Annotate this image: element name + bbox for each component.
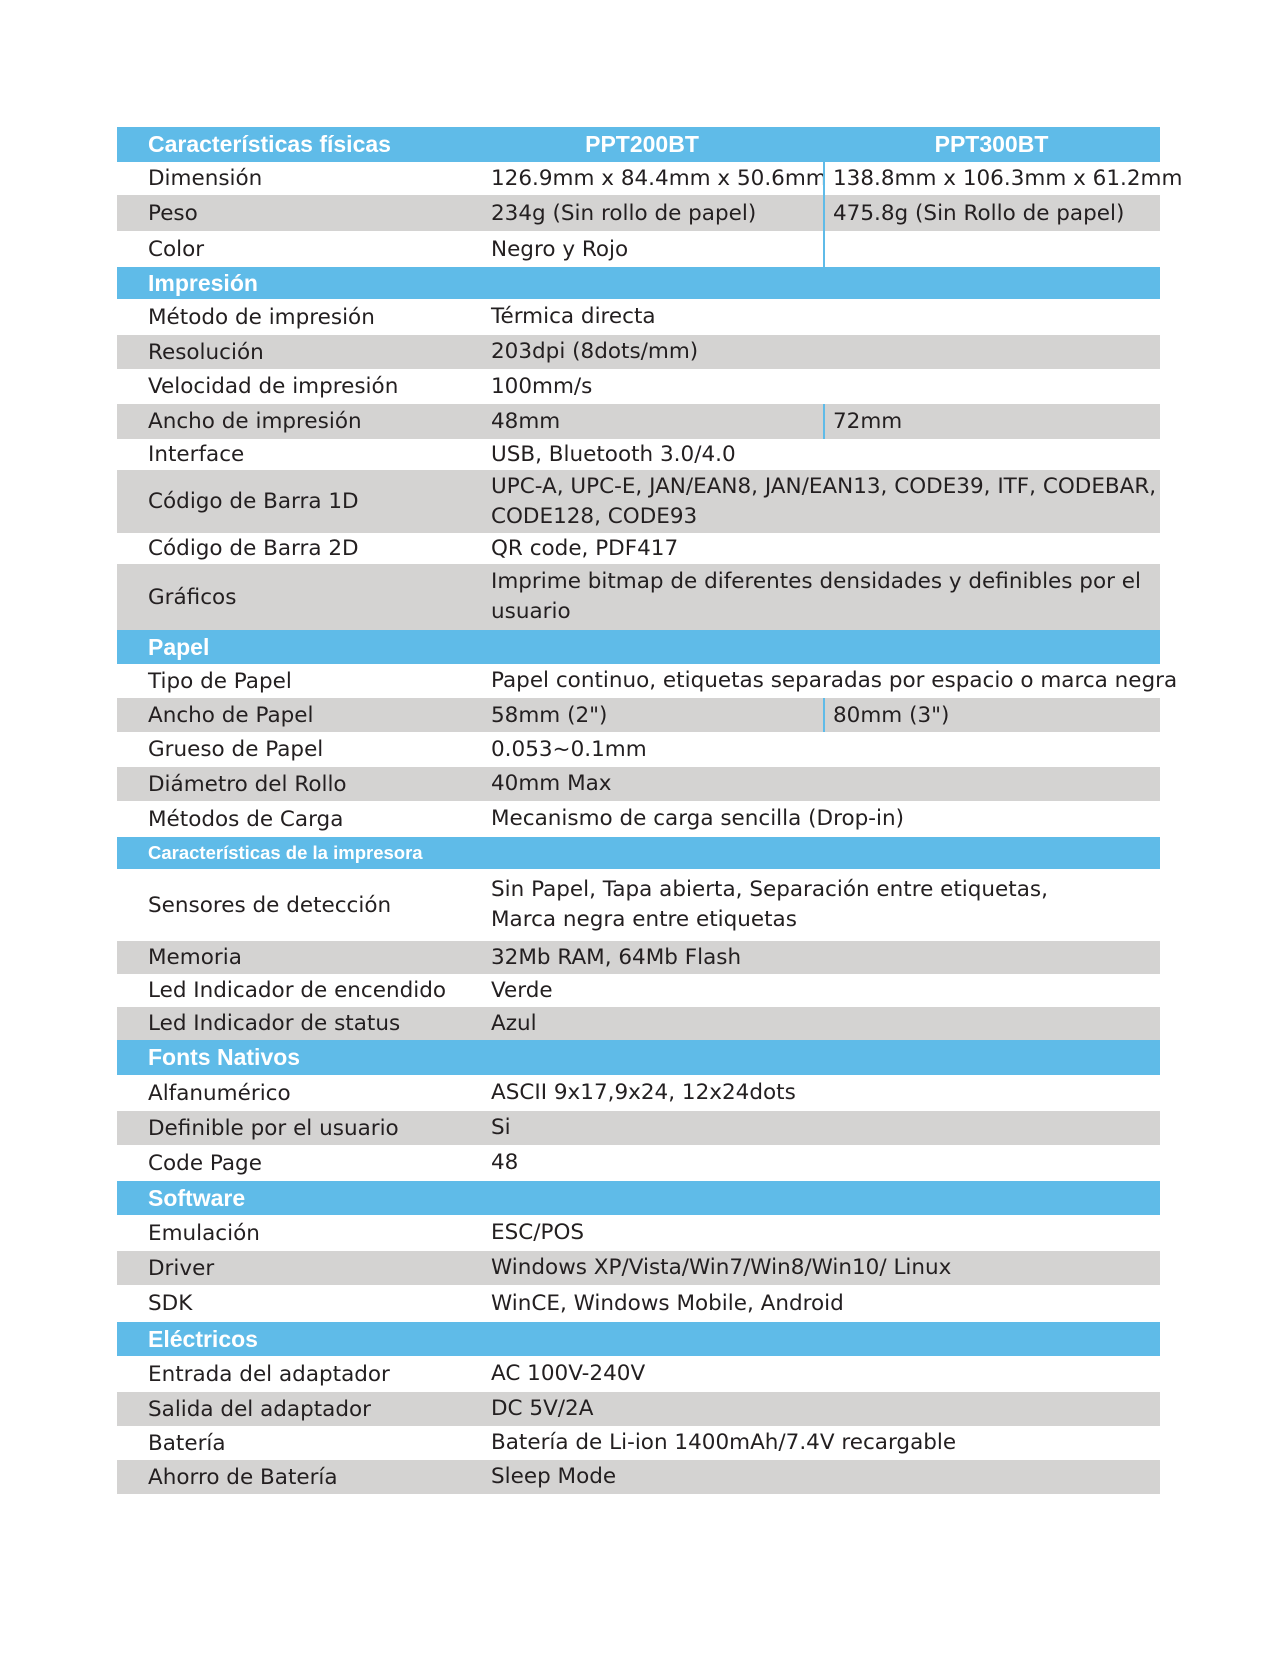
spec-value: UPC-A, UPC-E, JAN/EAN8, JAN/EAN13, CODE39, ITF, CODEBAR, CODE128, CODE93: [491, 473, 1157, 529]
spec-label: Métodos de Carga: [148, 806, 344, 832]
model-ppt300bt: PPT300BT: [934, 131, 1049, 157]
spec-value-ppt200bt: 58mm (2"): [491, 702, 608, 728]
section-header-impresion: [117, 267, 1160, 299]
spec-label: Grueso de Papel: [148, 737, 324, 762]
spec-label: Resolución: [148, 339, 264, 365]
spec-value: Sin Papel, Tapa abierta, Separación entre etiquetas, Marca negra entre etiquetas: [491, 877, 1048, 932]
spec-row: [117, 869, 1160, 941]
spec-row: [117, 1111, 1160, 1145]
section-title: Eléctricos: [148, 1325, 258, 1352]
section-header-impresora: [117, 837, 1160, 869]
spec-row: [117, 439, 1160, 470]
spec-row-color: [117, 231, 1160, 267]
spec-row: [117, 470, 1160, 533]
spec-label: Code Page: [148, 1150, 262, 1176]
spec-row: [117, 1392, 1160, 1426]
spec-value: WinCE, Windows Mobile, Android: [491, 1290, 844, 1316]
spec-value: Mecanismo de carga sencilla (Drop-in): [491, 806, 904, 831]
spec-value: USB, Bluetooth 3.0/4.0: [491, 441, 736, 467]
spec-value: 0.053~0.1mm: [491, 736, 647, 762]
spec-row: [117, 732, 1160, 767]
spec-row-dimension: [117, 162, 1183, 195]
spec-label: Peso: [148, 200, 198, 226]
section-title: Características físicas: [148, 131, 391, 157]
spec-row: [117, 335, 1160, 369]
spec-label: Dimensión: [148, 166, 263, 191]
spec-row: [117, 1460, 1160, 1494]
spec-label: Código de Barra 2D: [148, 536, 359, 561]
spec-row: [117, 974, 1160, 1007]
spec-row: [117, 369, 1160, 404]
spec-value: 203dpi (8dots/mm): [491, 339, 699, 364]
spec-label: Driver: [148, 1255, 215, 1281]
spec-label: Salida del adaptador: [148, 1396, 371, 1422]
spec-row: [117, 767, 1160, 801]
spec-value-ppt200bt: 126.9mm x 84.4mm x 50.6mm: [491, 166, 827, 191]
spec-table: [117, 127, 1183, 1494]
spec-label: Alfanumérico: [148, 1080, 291, 1106]
section-title: Impresión: [148, 269, 258, 296]
spec-label: Velocidad de impresión: [148, 374, 399, 399]
spec-value-ppt300bt: 138.8mm x 106.3mm x 61.2mm: [823, 162, 1160, 195]
spec-label: Tipo de Papel: [148, 668, 292, 694]
spec-row: [117, 1145, 1160, 1181]
spec-row-ancho-impresion: [117, 404, 1160, 439]
spec-value: Imprime bitmap de diferentes densidades y definibles por el usuario: [491, 569, 1141, 624]
spec-value: Azul: [491, 1010, 537, 1036]
spec-value-ppt300bt: 475.8g (Sin Rollo de papel): [823, 195, 1160, 231]
spec-label: Led Indicador de encendido: [148, 978, 447, 1003]
spec-value: QR code, PDF417: [491, 535, 679, 561]
spec-value-ppt200bt: 234g (Sin rollo de papel): [491, 200, 757, 226]
spec-label: Definible por el usuario: [148, 1115, 399, 1141]
spec-value: 40mm Max: [491, 771, 612, 796]
section-header-software: [117, 1181, 1160, 1215]
spec-label: Ahorro de Batería: [148, 1464, 338, 1490]
spec-row: [117, 664, 1178, 698]
spec-label: Código de Barra 1D: [148, 489, 359, 514]
spec-row: [117, 1215, 1160, 1251]
spec-value: ESC/POS: [491, 1220, 585, 1245]
section-header-papel: [117, 630, 1160, 664]
spec-value-ppt300bt: 72mm: [823, 404, 1160, 439]
spec-label: SDK: [148, 1291, 193, 1316]
section-title: Fonts Nativos: [148, 1044, 301, 1070]
spec-value: Térmica directa: [491, 304, 656, 329]
spec-label: Ancho de Papel: [148, 702, 314, 728]
spec-row: [117, 1285, 1160, 1322]
spec-value: 100mm/s: [491, 373, 593, 399]
spec-value: Batería de Li-ion 1400mAh/7.4V recargable: [491, 1430, 957, 1455]
spec-label: Ancho de impresión: [148, 409, 362, 434]
section-title: Características de la impresora: [148, 842, 423, 863]
spec-value: 48: [491, 1150, 519, 1175]
spec-value: Papel continuo, etiquetas separadas por espacio o marca negra: [491, 668, 1178, 693]
spec-row: [117, 533, 1160, 564]
spec-value: AC 100V-240V: [491, 1361, 646, 1386]
spec-value: ASCII 9x17,9x24, 12x24dots: [491, 1080, 796, 1105]
spec-value: Sleep Mode: [491, 1464, 617, 1489]
spec-row-ancho-papel: [117, 698, 1160, 732]
spec-row: [117, 1075, 1160, 1111]
spec-value-ppt300bt: 80mm (3"): [823, 698, 1160, 732]
spec-value-ppt200bt: Negro y Rojo: [491, 236, 629, 262]
section-header-fonts: [117, 1040, 1160, 1075]
spec-label: Método de impresión: [148, 304, 375, 330]
spec-label: Gráficos: [148, 584, 237, 610]
spec-row: [117, 1007, 1160, 1040]
spec-label: Entrada del adaptador: [148, 1361, 390, 1387]
spec-value-ppt200bt: 48mm: [491, 409, 561, 434]
spec-label: Diámetro del Rollo: [148, 771, 347, 797]
spec-value: Windows XP/Vista/Win7/Win8/Win10/ Linux: [491, 1255, 952, 1280]
section-header-electricos: [117, 1322, 1160, 1356]
spec-row: [117, 1426, 1160, 1460]
spec-value: 32Mb RAM, 64Mb Flash: [491, 944, 742, 970]
spec-value-ppt300bt: [823, 231, 1160, 267]
spec-value: DC 5V/2A: [491, 1396, 594, 1421]
spec-label: Interface: [148, 442, 245, 467]
section-header-fisicas: [117, 127, 1160, 162]
model-ppt200bt: PPT200BT: [585, 131, 699, 157]
spec-label: Memoria: [148, 945, 242, 970]
spec-row: [117, 1251, 1160, 1285]
spec-value: Si: [491, 1115, 511, 1140]
spec-row: [117, 299, 1160, 335]
spec-row: [117, 1356, 1160, 1392]
spec-label: Emulación: [148, 1220, 260, 1246]
spec-row: [117, 564, 1160, 630]
section-title: Papel: [148, 633, 210, 660]
spec-value: Verde: [491, 977, 553, 1003]
spec-label: Led Indicador de status: [148, 1011, 401, 1036]
spec-row: [117, 801, 1160, 837]
spec-row: [117, 941, 1160, 974]
section-title: Software: [148, 1184, 246, 1211]
spec-row-peso: [117, 195, 1160, 231]
spec-label: Sensores de detección: [148, 892, 392, 918]
spec-label: Color: [148, 236, 205, 262]
spec-label: Batería: [148, 1430, 226, 1456]
